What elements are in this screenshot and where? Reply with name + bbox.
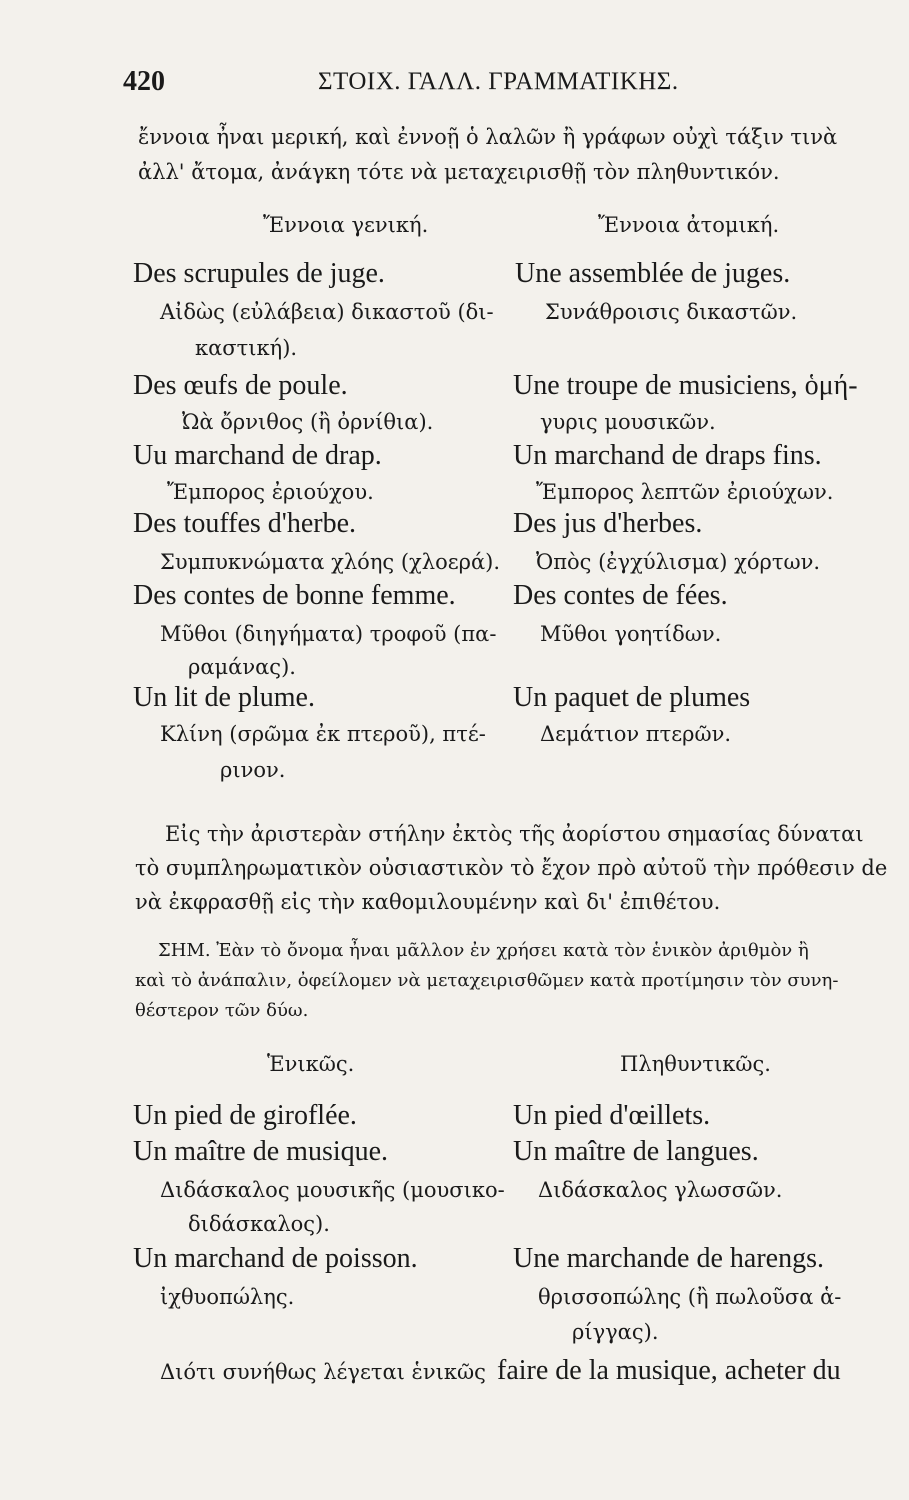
french-phrase: Des œufs de poule. <box>133 370 348 401</box>
greek-translation: Συνάθροισις δικαστῶν. <box>545 300 798 324</box>
intro-line: ἀλλ' ἄτομα, ἀνάγκη τότε νὰ μεταχειρισθῇ τὸν πληθυντικόν. <box>138 160 780 184</box>
greek-translation: γυρις μουσικῶν. <box>540 410 716 434</box>
french-phrase: Une troupe de musiciens, ὁμή- <box>513 370 858 401</box>
french-phrase: Uu marchand de drap. <box>133 440 382 471</box>
paragraph-line: νὰ ἐκφρασθῇ εἰς τὴν καθομιλουμένην καὶ δι' ἐπιθέτου. <box>135 890 721 914</box>
french-phrase: Un pied de giroflée. <box>133 1100 357 1131</box>
intro-line: ἔννοια ἦναι μερική, καὶ ἐννοῇ ὁ λαλῶν ἢ γράφων οὐχὶ τάξιν τινὰ <box>138 125 838 149</box>
paragraph-line: Εἰς τὴν ἀριστερὰν στήλην ἐκτὸς τῆς ἀορίστου σημασίας δύναται <box>165 822 864 846</box>
column-heading-left: Ἑνικῶς. <box>267 1052 355 1076</box>
french-phrase: Des scrupules de juge. <box>133 258 385 289</box>
french-phrase: Une assemblée de juges. <box>515 258 791 289</box>
note-line: ΣΗΜ. Ἐὰν τὸ ὄνομα ἦναι μᾶλλον ἐν χρήσει κατὰ τὸν ἑνικὸν ἀριθμὸν ἢ <box>158 940 809 961</box>
french-phrase: Un pied d'œillets. <box>513 1100 711 1131</box>
column-heading-right: Πληθυντικῶς. <box>620 1052 771 1076</box>
french-phrase: Des touffes d'herbe. <box>133 508 357 539</box>
greek-translation: θρισσοπώλης (ἢ πωλοῦσα ἁ- <box>538 1285 842 1309</box>
column-heading-right: Ἔννοια ἀτομική. <box>598 213 780 237</box>
greek-translation: Μῦθοι γοητίδων. <box>540 622 722 646</box>
note-line: καὶ τὸ ἀνάπαλιν, ὀφείλομεν νὰ μεταχειρισθῶμεν κατὰ προτίμησιν τὸν συνη- <box>135 970 839 991</box>
french-phrase: Des jus d'herbes. <box>513 508 703 539</box>
french-phrase: Un marchand de poisson. <box>133 1243 418 1274</box>
greek-translation: Συμπυκνώματα χλόης (χλοερά). <box>160 550 500 574</box>
greek-translation: Μῦθοι (διηγήματα) τροφοῦ (πα- <box>160 622 497 646</box>
greek-translation: Αἰδὼς (εὐλάβεια) δικαστοῦ (δι- <box>160 300 494 324</box>
column-heading-left: Ἔννοια γενική. <box>263 213 429 237</box>
greek-translation: Δεμάτιον πτερῶν. <box>540 722 732 746</box>
french-phrase: Un paquet de plumes <box>513 682 751 713</box>
greek-translation: Ὀπὸς (ἐγχύλισμα) χόρτων. <box>536 550 821 574</box>
greek-translation: ραμάνας). <box>188 655 296 679</box>
french-phrase: Un marchand de draps fins. <box>513 440 822 471</box>
french-phrase: Un lit de plume. <box>133 682 315 713</box>
french-phrase: Une marchande de harengs. <box>513 1243 824 1274</box>
running-title: ΣΤΟΙΧ. ΓΑΛΛ. ΓΡΑΜΜΑΤΙΚΗΣ. <box>318 68 679 95</box>
greek-translation: Ἔμπορος λεπτῶν ἐριούχων. <box>536 480 834 504</box>
french-phrase: Des contes de fées. <box>513 580 728 611</box>
greek-translation: Ἔμπορος ἐριούχου. <box>167 480 374 504</box>
greek-translation: Διδάσκαλος γλωσσῶν. <box>538 1178 783 1202</box>
french-phrase: Des contes de bonne femme. <box>133 580 456 611</box>
greek-translation: ρίγγας). <box>572 1320 659 1344</box>
page-number: 420 <box>123 66 165 97</box>
note-line: θέστερον τῶν δύω. <box>135 1000 309 1021</box>
final-line-greek: Διότι συνήθως λέγεται ἑνικῶς <box>160 1360 486 1384</box>
greek-translation: Ὠὰ ὄρνιθος (ἢ ὀρνίθια). <box>182 410 434 434</box>
greek-translation: καστική). <box>195 336 298 360</box>
french-phrase: Un maître de musique. <box>133 1136 389 1167</box>
french-phrase: Un maître de langues. <box>513 1136 759 1167</box>
greek-translation: ἰχθυοπώλης. <box>160 1285 295 1309</box>
greek-translation: Κλίνη (σρῶμα ἐκ πτεροῦ), πτέ- <box>160 722 486 746</box>
greek-translation: ρινον. <box>220 758 286 782</box>
paragraph-line: τὸ συμπληρωματικὸν οὐσιαστικὸν τὸ ἔχον πρὸ αὐτοῦ τὴν πρόθεσιν de <box>135 856 888 880</box>
greek-translation: Διδάσκαλος μουσικῆς (μουσικο- <box>160 1178 505 1202</box>
greek-translation: διδάσκαλος). <box>188 1212 330 1236</box>
final-line-french: faire de la musique, acheter du <box>497 1355 841 1386</box>
